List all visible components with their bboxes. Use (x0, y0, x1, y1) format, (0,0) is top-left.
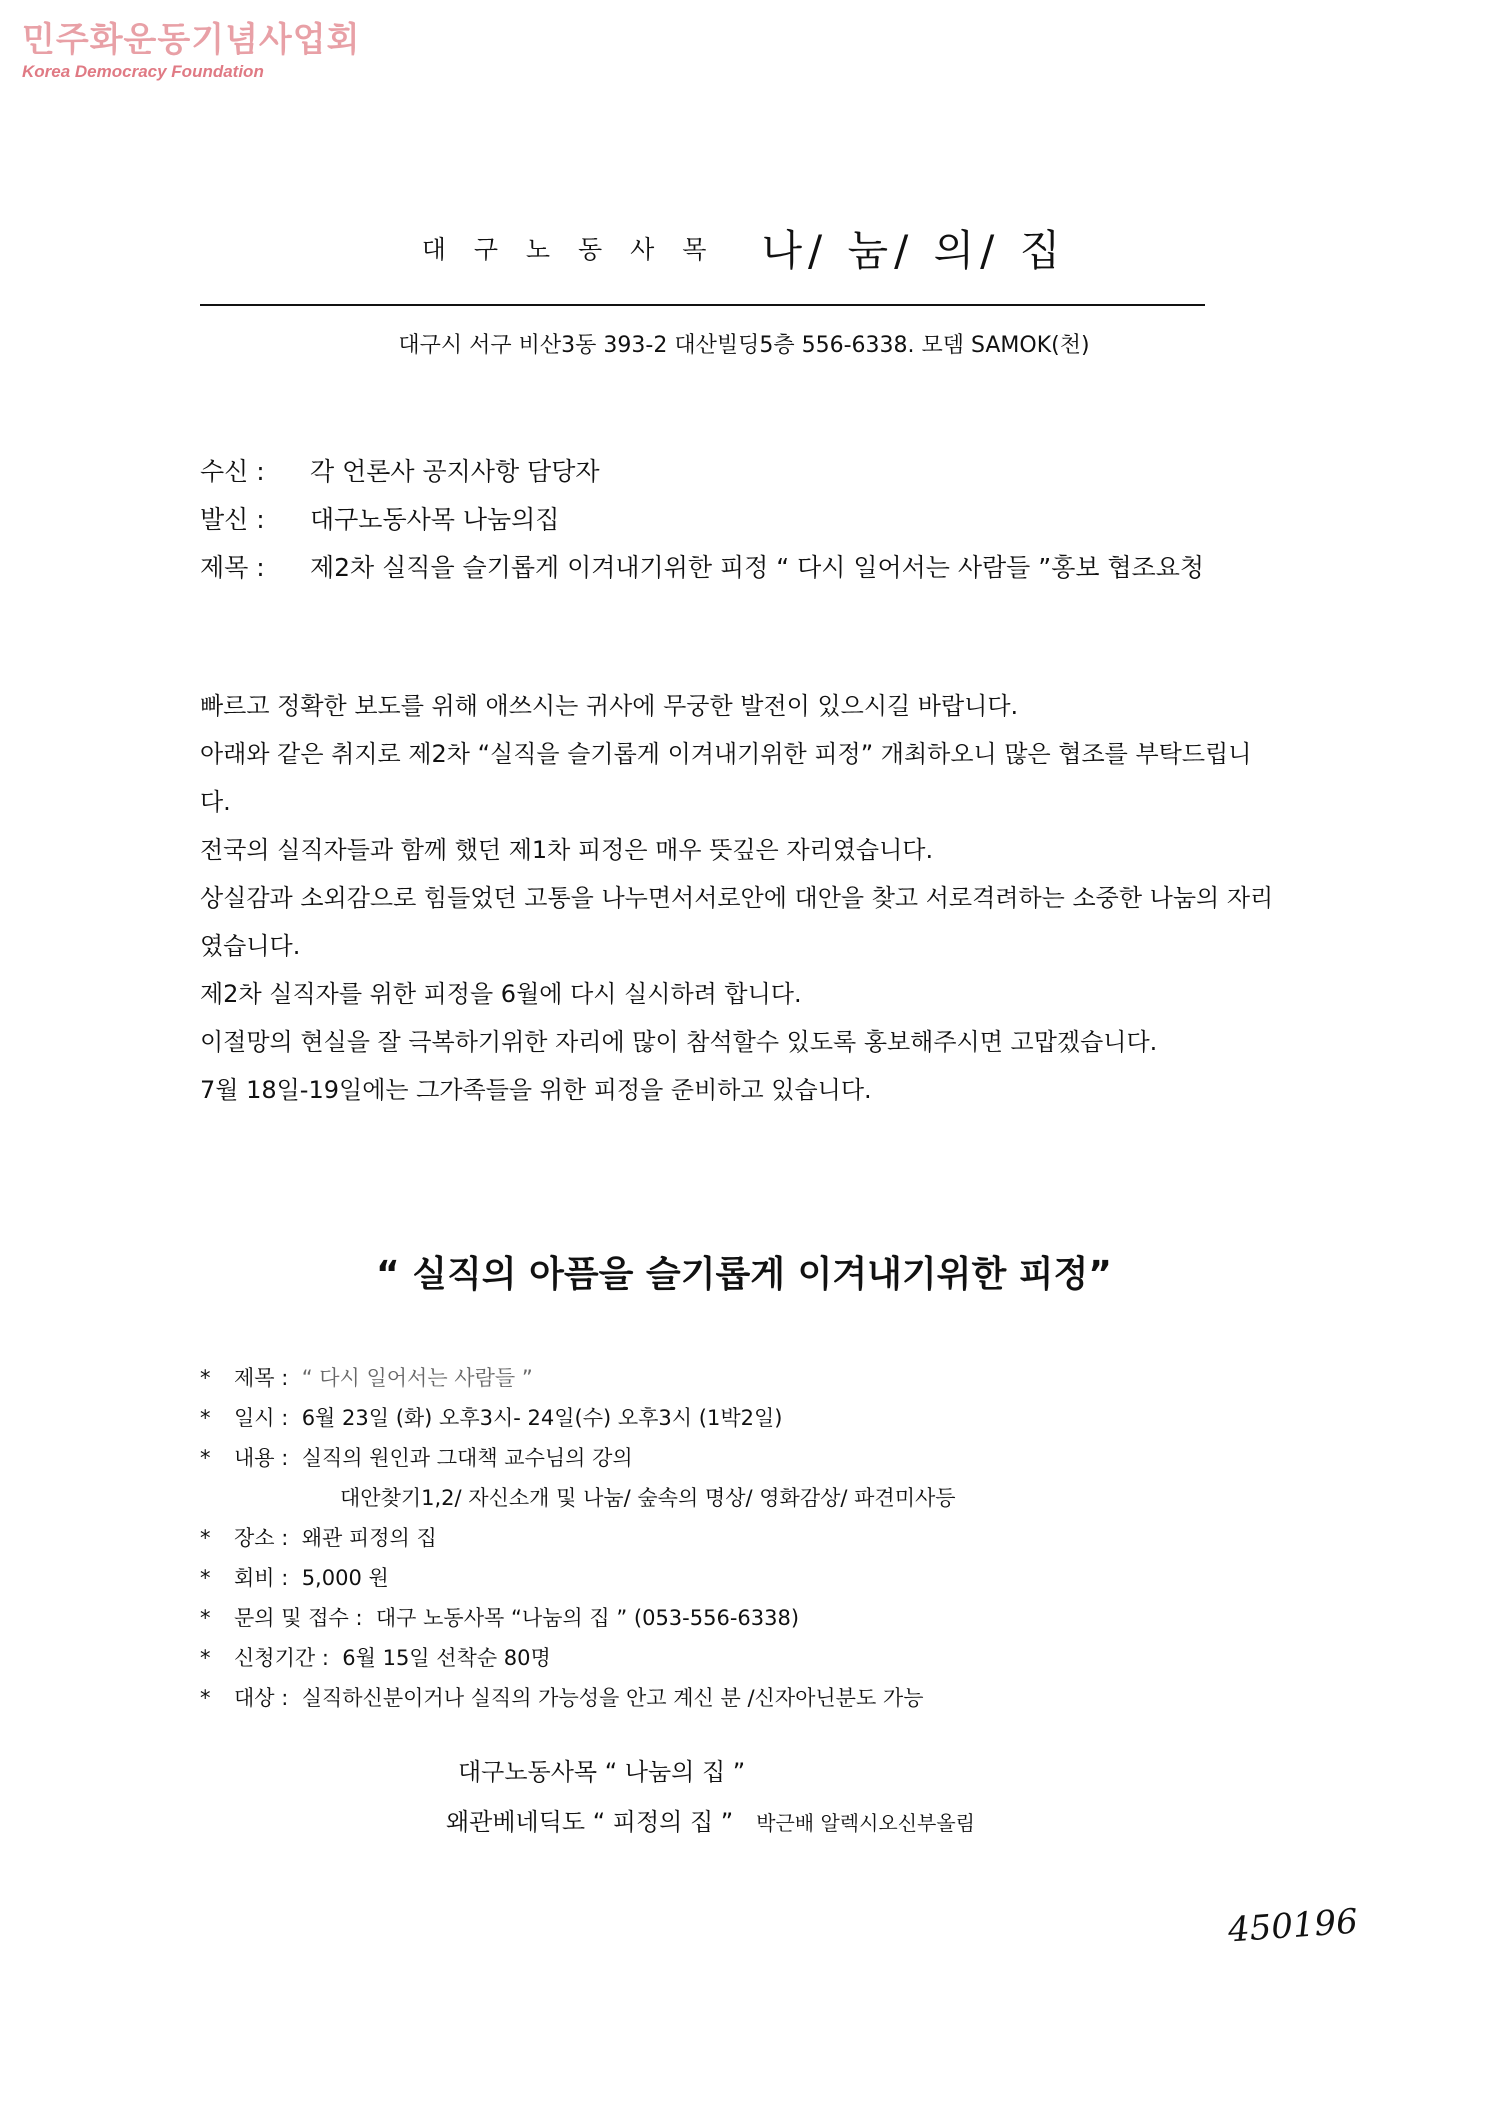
signature-line-2 (446, 1802, 975, 1837)
detail-value: 6월 23일 (화) 오후3시- 24일(수) 오후3시 (1박2일) (301, 1406, 783, 1430)
archive-number: 450196 (1226, 1901, 1360, 1951)
watermark-english: Korea Democracy Foundation (22, 62, 264, 81)
detail-row-fee: * 회비 : 5,000 원 (200, 1566, 389, 1590)
org-name-small: 대 구 노 동 사 목 (421, 235, 717, 264)
body-paragraph: 7월 18일-19일에는 그가족들을 위한 피정을 준비하고 있습니다. (200, 1076, 872, 1104)
signature-house: 왜관베네딕도 “ 피정의 집 ” (446, 1808, 734, 1836)
detail-value: 대안찾기1,2/ 자신소개 및 나눔/ 숲속의 명상/ 영화감상/ 파견미사등 (340, 1486, 956, 1510)
detail-label: 장소 : (234, 1526, 289, 1550)
detail-row-title: * 제목 : “ 다시 일어서는 사람들 ” (200, 1366, 533, 1390)
detail-value: 6월 15일 선착순 80명 (342, 1646, 551, 1670)
letterhead (0, 218, 1488, 278)
subject-line (200, 548, 1204, 584)
detail-row-target: * 대상 : 실직하신분이거나 실직의 가능성을 안고 계신 분 /신자아닌분도 가능 (200, 1686, 924, 1710)
detail-row-contact: * 문의 및 접수 : 대구 노동사목 “나눔의 집 ” (053-556-6338) (200, 1606, 800, 1630)
program-details (200, 1358, 956, 1718)
detail-label: 제목 : (234, 1366, 289, 1390)
signature-line-1: 대구노동사목 “ 나눔의 집 ” (458, 1758, 746, 1786)
watermark-korean: 민주화운동기념사업회 (22, 20, 361, 60)
body-paragraph: 빠르고 정확한 보도를 위해 애쓰시는 귀사에 무궁한 발전이 있으시길 바랍니다. (200, 692, 1019, 720)
letter-body (200, 682, 1280, 1114)
signature-priest: 박근배 알렉시오신부올림 (756, 1811, 976, 1835)
detail-label: 문의 및 접수 : (234, 1606, 363, 1630)
header-divider (200, 304, 1205, 306)
subject-label: 제목 : (200, 553, 265, 582)
body-paragraph: 제2차 실직자를 위한 피정을 6월에 다시 실시하려 합니다. (200, 980, 802, 1008)
detail-row-date: * 일시 : 6월 23일 (화) 오후3시- 24일(수) 오후3시 (1박2일) (200, 1406, 783, 1430)
body-paragraph: 전국의 실직자들과 함께 했던 제1차 피정은 매우 뜻깊은 자리였습니다. (200, 836, 934, 864)
detail-row-content-continued (200, 1478, 956, 1518)
detail-label: 회비 : (234, 1566, 289, 1590)
detail-value: 5,000 원 (301, 1566, 389, 1590)
detail-value: 대구 노동사목 “나눔의 집 ” (053-556-6338) (375, 1606, 800, 1630)
sender-line (200, 500, 559, 536)
org-name-big: 나/ 눔/ 의/ 집 (761, 226, 1067, 275)
sender-label: 발신 : (200, 505, 265, 534)
recipient-value: 각 언론사 공지사항 담당자 (310, 457, 600, 486)
subject-value: 제2차 실직을 슬기롭게 이겨내기위한 피정 “ 다시 일어서는 사람들 ”홍보 협조요청 (310, 553, 1205, 582)
detail-row-place: * 장소 : 왜관 피정의 집 (200, 1526, 437, 1550)
detail-value: 실직하신분이거나 실직의 가능성을 안고 계신 분 /신자아닌분도 가능 (301, 1686, 924, 1710)
detail-label: 일시 : (234, 1406, 289, 1430)
detail-label: 신청기간 : (234, 1646, 329, 1670)
body-paragraph: 이절망의 현실을 잘 극복하기위한 자리에 많이 참석할수 있도록 홍보해주시면 고맙겠습니다. (200, 1028, 1158, 1056)
recipient-line (200, 452, 600, 488)
body-paragraph: 상실감과 소외감으로 힘들었던 고통을 나누면서서로안에 대안을 찾고 서로격려하는 소중한 나눔의 자리였습니다. (200, 884, 1274, 960)
detail-label: 대상 : (234, 1686, 289, 1710)
org-address: 대구시 서구 비산3동 393-2 대산빌딩5층 556-6338. 모뎀 SAMOK(천) (398, 333, 1090, 358)
detail-value: “ 다시 일어서는 사람들 ” (301, 1366, 533, 1390)
detail-row-period: * 신청기간 : 6월 15일 선착순 80명 (200, 1646, 551, 1670)
program-title: “ 실직의 아픔을 슬기롭게 이겨내기위한 피정” (376, 1254, 1112, 1295)
watermark (22, 18, 360, 82)
body-paragraph: 아래와 같은 취지로 제2차 “실직을 슬기롭게 이겨내기위한 피정” 개최하오니 많은 협조를 부탁드립니다. (200, 740, 1252, 816)
detail-value: 실직의 원인과 그대책 교수님의 강의 (301, 1446, 633, 1470)
sender-value: 대구노동사목 나눔의집 (310, 505, 560, 534)
detail-value: 왜관 피정의 집 (301, 1526, 437, 1550)
recipient-label: 수신 : (200, 457, 265, 486)
detail-label: 내용 : (234, 1446, 289, 1470)
detail-row-content: * 내용 : 실직의 원인과 그대책 교수님의 강의 (200, 1446, 633, 1470)
